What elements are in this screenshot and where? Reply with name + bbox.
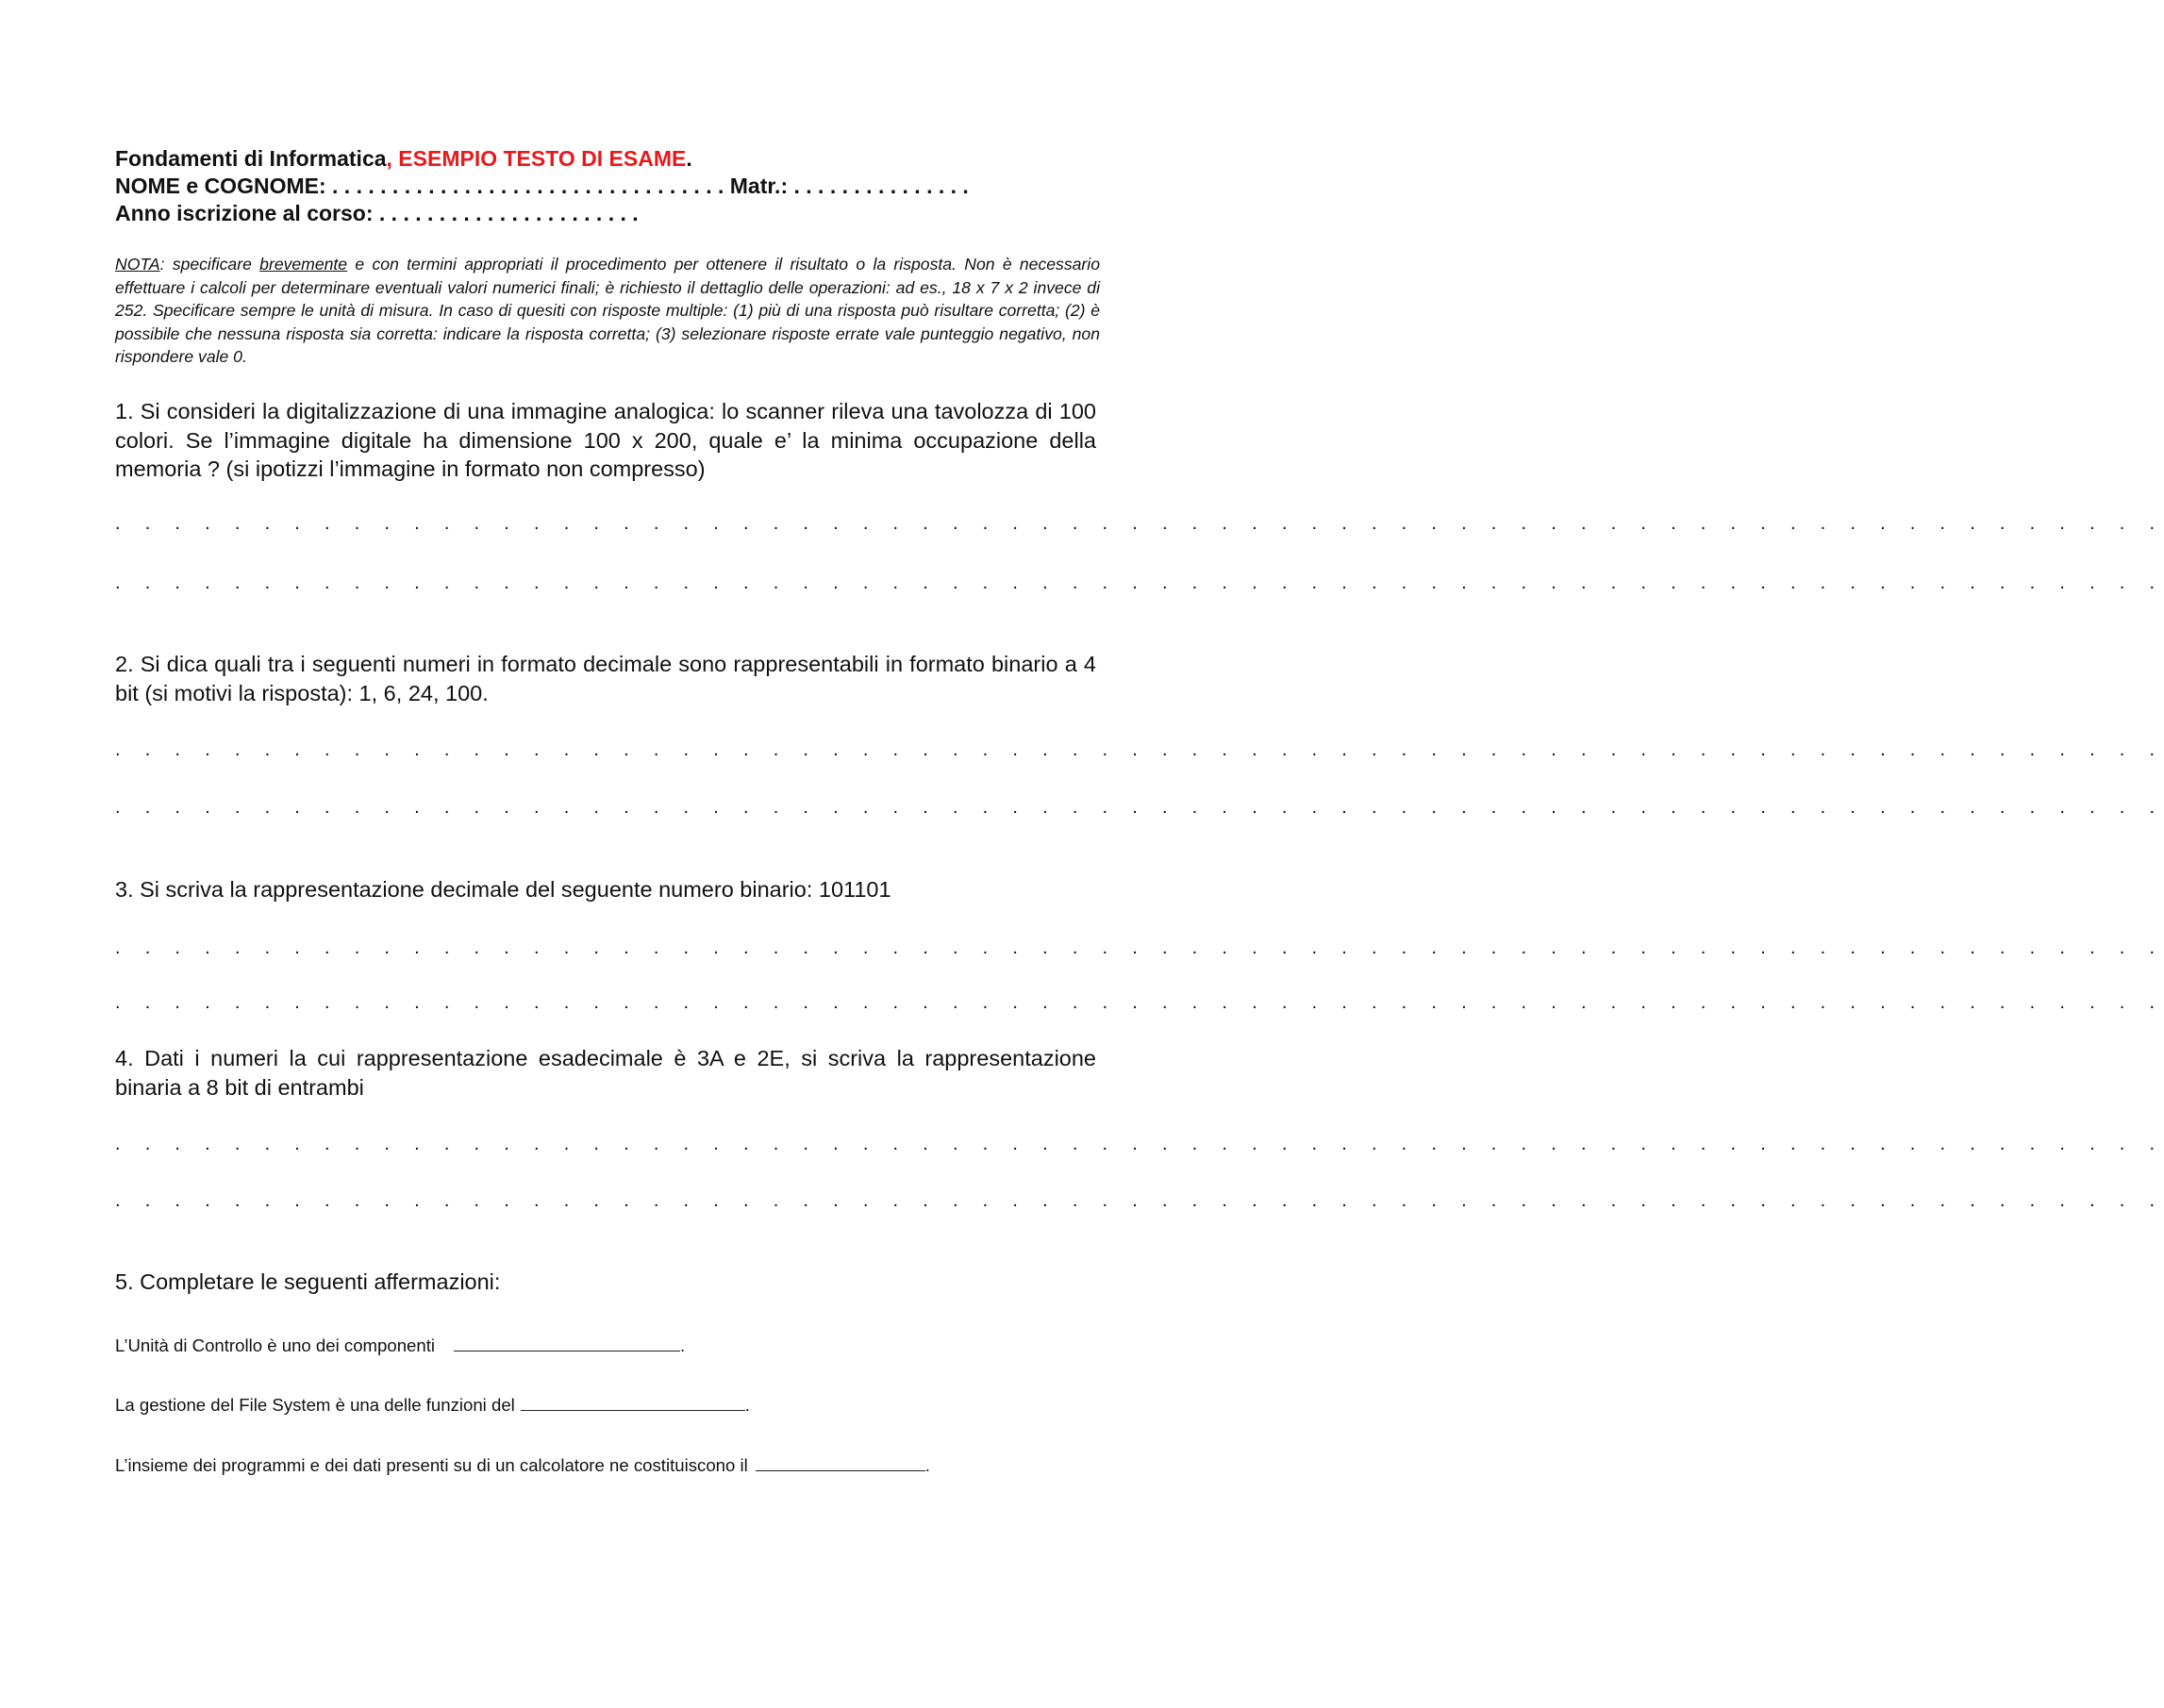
question-5: 5. Completare le seguenti affermazioni: (115, 1269, 501, 1294)
note-text-2: e con termini appropriati il procedimento per ottenere il risultato o la risposta. Non è necessario effettuare i calcoli per determinare eventuali valori numerici finali; è richiesto il dettaglio delle operazioni: ad es., 18 x 7 x 2 invece di 252. Specificare sempre le unità di misura. In caso di quesiti con risposte multiple: (1) più di una risposta può risultare corretta; (2) è possibile che nessuna risposta sia corretta: indicare la risposta corretta; (3) selezionare risposte errate vale punteggio negativo, non rispondere vale 0. (115, 255, 1100, 366)
note-emphasis: brevemente (259, 255, 348, 274)
note-label: NOTA (115, 255, 160, 274)
course-title: Fondamenti di Informatica (115, 146, 387, 171)
note-text-1: : specificare (159, 255, 260, 274)
answer-line: . . . . . . . . . . . . . . . . . . . . . . . . . . . . . . . . . . . . . . . . . . . . . . . . . . . . . . . . . . . . . . . . . . . . . (115, 1190, 2164, 1211)
answer-line: . . . . . . . . . . . . . . . . . . . . . . . . . . . . . . . . . . . . . . . . . . . . . . . . . . . . . . . . . . . . . . . . . . . . . (115, 513, 2164, 534)
answer-line: . . . . . . . . . . . . . . . . . . . . . . . . . . . . . . . . . . . . . . . . . . . . . . . . . . . . . . . . . . . . . . . . . . . . . (115, 992, 2164, 1013)
fill-in-blank[interactable] (756, 1453, 925, 1471)
exam-label: , ESEMPIO TESTO DI ESAME (386, 146, 687, 171)
fill-in-blank[interactable] (454, 1334, 680, 1351)
question-1: 1. Si consideri la digitalizzazione di una immagine analogica: lo scanner rileva una tavolozza di 100 colori. Se l’immagine digitale ha dimensione 100 x 200, quale e’ la minima occupazione della memoria ? (si ipotizzi l’immagine in formato non compresso) (115, 399, 1096, 481)
question-4: 4. Dati i numeri la cui rappresentazione esadecimale è 3A e 2E, si scriva la rappresentazione binaria a 8 bit di entrambi (115, 1046, 1096, 1100)
answer-line: . . . . . . . . . . . . . . . . . . . . . . . . . . . . . . . . . . . . . . . . . . . . . . . . . . . . . . . . . . . . . . . . . . . . . (115, 1134, 2164, 1154)
question-3: 3. Si scriva la rappresentazione decimale del seguente numero binario: 101101 (115, 877, 891, 902)
answer-line: . . . . . . . . . . . . . . . . . . . . . . . . . . . . . . . . . . . . . . . . . . . . . . . . . . . . . . . . . . . . . . . . . . . . . (115, 572, 2164, 593)
fill-in-statement-1: L’Unità di Controllo è uno dei componenti . (115, 1335, 686, 1355)
answer-line: . . . . . . . . . . . . . . . . . . . . . . . . . . . . . . . . . . . . . . . . . . . . . . . . . . . . . . . . . . . . . . . . . . . . . (115, 937, 2164, 958)
year-field-line: Anno iscrizione al corso: . . . . . . . . . . . . . . . . . . . . . . (115, 201, 639, 225)
title-period: . (686, 146, 692, 171)
fill-in-text: L’insieme dei programmi e dei dati presenti su di un calcolatore ne costituiscono il (115, 1455, 748, 1475)
fill-in-text: L’Unità di Controllo è uno dei componenti (115, 1335, 436, 1355)
instructions-note (115, 253, 1100, 369)
exam-header (115, 145, 1115, 227)
title-line (115, 145, 1115, 173)
fill-in-text: La gestione del File System è una delle funzioni del (115, 1395, 515, 1415)
fill-in-statement-3: L’insieme dei programmi e dei dati presenti su di un calcolatore ne costituiscono il . (115, 1455, 930, 1475)
fill-in-blank[interactable] (521, 1393, 745, 1411)
question-2: 2. Si dica quali tra i seguenti numeri in formato decimale sono rappresentabili in formato binario a 4 bit (si motivi la risposta): 1, 6, 24, 100. (115, 652, 1096, 705)
answer-line: . . . . . . . . . . . . . . . . . . . . . . . . . . . . . . . . . . . . . . . . . . . . . . . . . . . . . . . . . . . . . . . . . . . . . (115, 797, 2164, 818)
fill-in-statement-2: La gestione del File System è una delle funzioni del . (115, 1395, 750, 1415)
name-field-line: NOME e COGNOME: . . . . . . . . . . . . . . . . . . . . . . . . . . . . . . . . . Matr.: . . . . . . . . . . . . . . . (115, 174, 969, 198)
answer-line: . . . . . . . . . . . . . . . . . . . . . . . . . . . . . . . . . . . . . . . . . . . . . . . . . . . . . . . . . . . . . . . . . . . . . (115, 739, 2164, 760)
